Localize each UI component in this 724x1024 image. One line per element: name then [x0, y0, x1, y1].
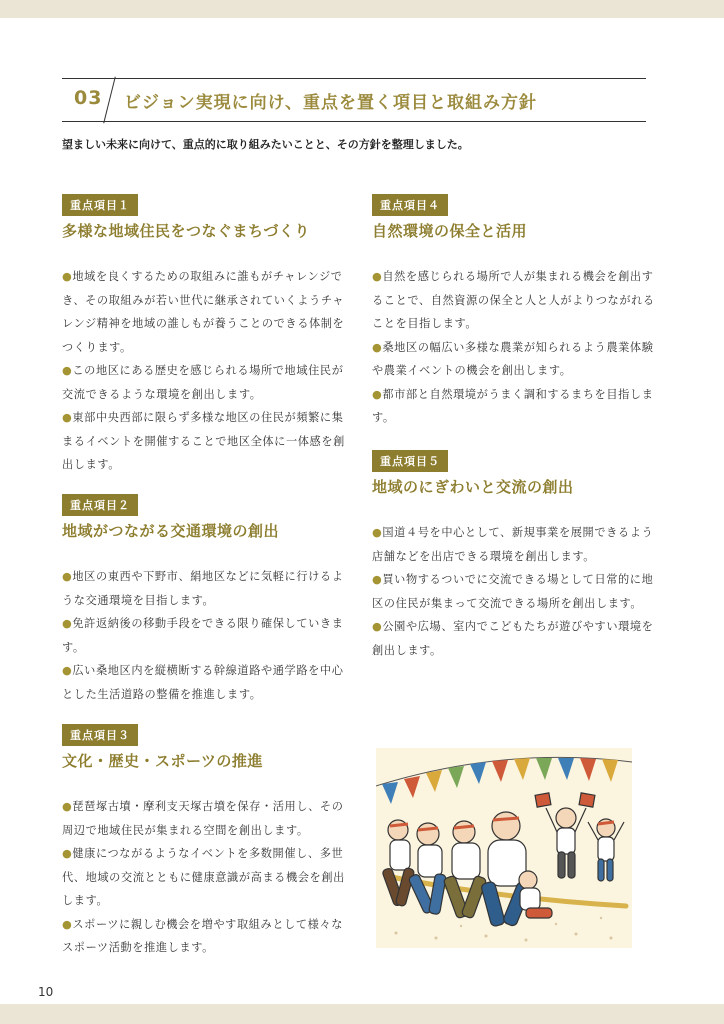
bullet-dot-icon: ●: [372, 620, 383, 633]
bullet-item: ●国道４号を中心として、新規事業を展開できるよう店舗などを出店できる環境を創出します。: [372, 526, 654, 563]
focus-item-badge: 重点項目４: [372, 194, 448, 216]
bullet-list: [62, 265, 352, 477]
bullet-item: ●東部中央西部に限らず多様な地区の住民が頻繁に集まるイベントを開催することで地区全体に一体感を創出します。: [62, 411, 345, 471]
section-number: 03: [74, 87, 103, 109]
top-band: [0, 0, 724, 18]
bullet-item: ●この地区にある歴史を感じられる場所で地域住民が交流できるような環境を創出します。: [62, 364, 344, 401]
bullet-item: ●都市部と自然環境がうまく調和するまちを目指します。: [372, 387, 654, 424]
focus-item-title: 多様な地域住民をつなぐまちづくり: [62, 222, 310, 240]
bullet-item: ●広い桑地区内を縦横断する幹線道路や通学路を中心とした生活道路の整備を推進します。: [62, 664, 344, 701]
tug-of-war-illustration: [376, 748, 632, 948]
focus-item-badge: 重点項目１: [62, 194, 138, 216]
header-rule-bottom: [62, 121, 646, 122]
focus-item-title: 文化・歴史・スポーツの推進: [62, 752, 263, 770]
team-pulling: [382, 812, 552, 927]
focus-item-badge: 重点項目２: [62, 494, 138, 516]
focus-item-4: [372, 194, 662, 430]
bullet-dot-icon: ●: [62, 800, 73, 813]
cheering-children: [535, 793, 624, 881]
bottom-band: [0, 1004, 724, 1024]
section-title: ビジョン実現に向け、重点を置く項目と取組み方針: [124, 93, 537, 113]
bullet-dot-icon: ●: [62, 664, 73, 677]
bullet-dot-icon: ●: [62, 617, 73, 630]
focus-item-3: [62, 724, 352, 960]
page-number: 10: [38, 985, 54, 999]
bullet-item: ●琵琶塚古墳・摩利支天塚古墳を保存・活用し、その周辺で地域住民が集まれる空間を創出します。: [62, 800, 344, 837]
bullet-list: [372, 265, 662, 430]
focus-item-title: 地域のにぎわいと交流の創出: [372, 478, 574, 496]
bullet-dot-icon: ●: [372, 270, 383, 283]
bullet-dot-icon: ●: [62, 364, 73, 377]
bullet-dot-icon: ●: [62, 570, 73, 583]
focus-item-badge: 重点項目３: [62, 724, 138, 746]
bullet-item: ●桑地区の幅広い多様な農業が知られるよう農業体験や農業イベントの機会を創出します。: [372, 340, 654, 377]
bullet-list: [62, 795, 352, 960]
focus-item-badge: 重点項目５: [372, 450, 448, 472]
focus-item-1: [62, 194, 352, 477]
bullet-list: [372, 521, 662, 662]
lead-text: 望ましい未来に向けて、重点的に取り組みたいことと、その方針を整理しました。: [62, 138, 469, 151]
illustration-svg: [376, 748, 632, 948]
bullet-dot-icon: ●: [62, 917, 73, 931]
bullet-item: ●買い物するついでに交流できる場として日常的に地区の住民が集まって交流できる場所を創出します。: [372, 573, 654, 610]
bullet-dot-icon: ●: [62, 411, 73, 424]
bullet-item: ●自然を感じられる場所で人が集まれる機会を創出することで、自然資源の保全と人と人がよりつながれることを目指します。: [372, 270, 655, 330]
focus-item-title: 自然環境の保全と活用: [372, 222, 528, 240]
bullet-dot-icon: ●: [62, 847, 73, 860]
bullet-dot-icon: ●: [62, 270, 73, 283]
bullet-dot-icon: ●: [372, 387, 383, 401]
bullet-item: ●地域を良くするための取組みに誰もがチャレンジでき、その取組みが若い世代に継承されていくようチャレンジ精神を地域の誰しもが養うことのできる体制をつくります。: [62, 270, 345, 354]
bullet-item: ●地区の東西や下野市、絹地区などに気軽に行けるような交通環境を目指します。: [62, 570, 344, 607]
bullet-item: ●免許返納後の移動手段をできる限り確保していきます。: [62, 617, 344, 654]
section-header: [62, 78, 646, 122]
bullet-item: ●スポーツに親しむ機会を増やす取組みとして様々なスポーツ活動を推進します。: [62, 917, 344, 954]
bullet-dot-icon: ●: [372, 573, 383, 586]
header-slash-divider: [103, 77, 116, 124]
focus-item-2: [62, 494, 352, 706]
bullet-item: ●健康につながるようなイベントを多数開催し、多世代、地域の交流とともに健康意識が高まる機会を創出します。: [62, 847, 345, 907]
bullet-dot-icon: ●: [372, 526, 383, 539]
header-rule-top: [62, 78, 646, 79]
focus-item-5: [372, 450, 662, 662]
bullet-item: ●公園や広場、室内でこどもたちが遊びやすい環境を創出します。: [372, 620, 654, 657]
bullet-dot-icon: ●: [372, 340, 383, 354]
focus-item-title: 地域がつながる交通環境の創出: [62, 522, 280, 540]
bullet-list: [62, 565, 352, 706]
